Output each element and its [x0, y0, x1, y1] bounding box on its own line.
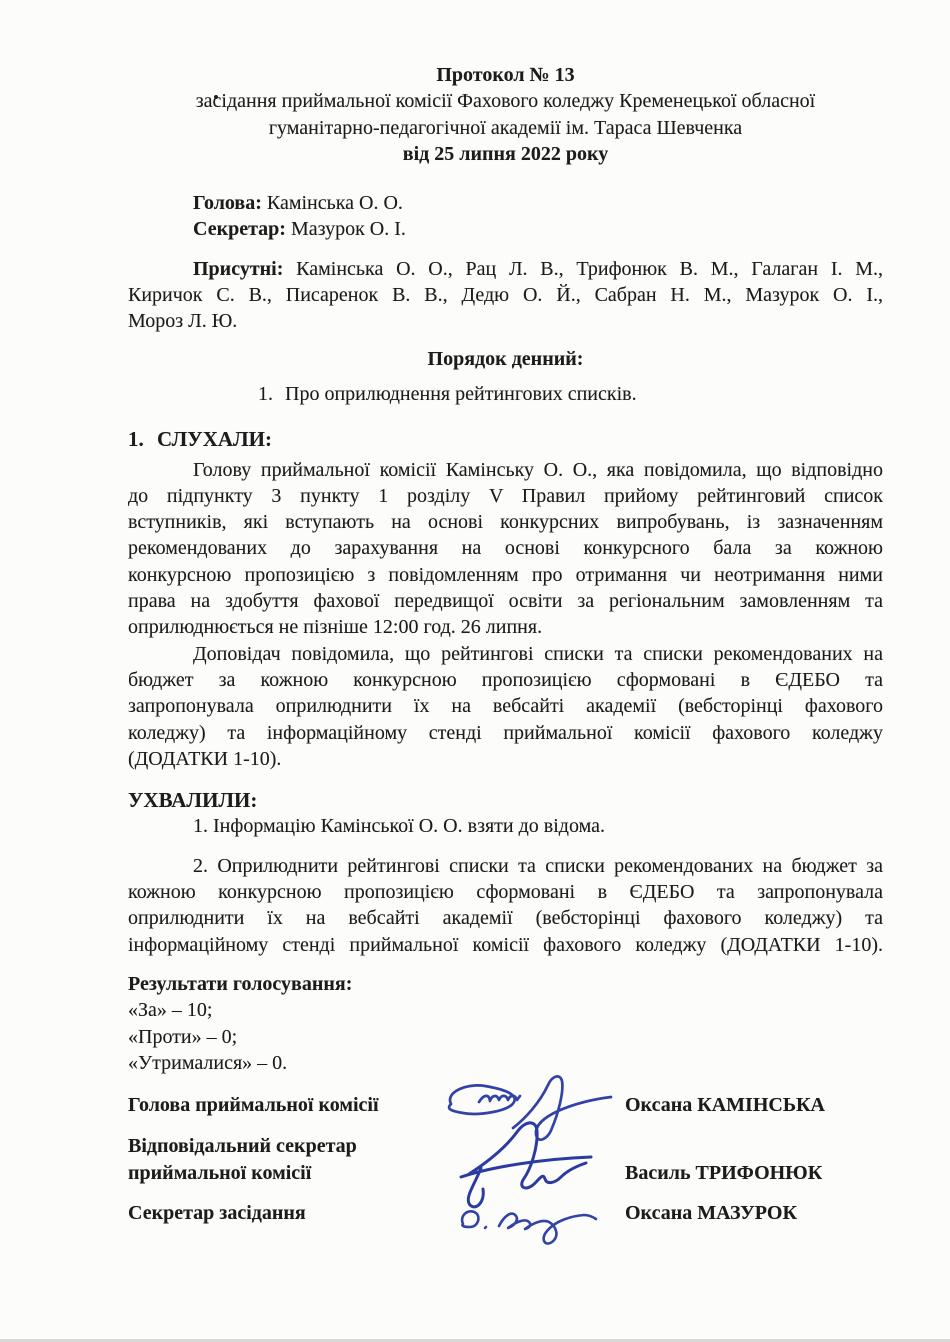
paragraph-line: Доповідач повідомила, що рейтингові списки та списки рекомендованих на [193, 642, 883, 665]
paragraph-line: вступників, які вступають на основі конкурсних випробувань, із зазначенням [128, 511, 883, 534]
secretary-label: Секретар: [193, 218, 286, 241]
attendee-name: Дедю О. Й., [461, 284, 581, 307]
signature-role: Голова приймальної комісії [128, 1094, 379, 1117]
slukhaly-paragraph-2 [128, 641, 883, 772]
ukhvalyly-item-2 [128, 853, 883, 958]
document-title: Протокол № 13 [436, 64, 575, 86]
secretary-line [128, 216, 883, 242]
signature-name: Оксана КАМІНСЬКА [625, 1094, 825, 1117]
paragraph-line: коледжу) та інформаційному стенді приймальної комісії фахового коледжу [128, 721, 883, 744]
paragraph-line: інформаційному стенді приймальної комісії фахового коледжу (ДОДАТКИ 1-10). [128, 933, 883, 956]
attendee-name: Сабран Н. М., [594, 284, 732, 307]
paragraph-line: конкурсною пропозицією з повідомленням про отримання чи неотримання ними [128, 563, 883, 586]
attendees-line2 [128, 282, 883, 308]
paragraph-line: (ДОДАТКИ 1-10). [128, 747, 282, 770]
document-date: від 25 липня 2022 року [402, 142, 609, 165]
attendee-name: Мазурок О. І., [745, 284, 884, 307]
paragraph-line: до підпункту 3 пункту 1 розділу V Правил прийому рейтинговий список [128, 484, 883, 507]
voting-heading: Результати голосування: [128, 972, 353, 995]
slukhaly-paragraph-1 [128, 457, 883, 641]
slukhaly-heading-text: СЛУХАЛИ: [157, 427, 273, 452]
signature-role-line2: приймальної комісії [128, 1161, 312, 1184]
paragraph-line: оприлюднюється не пізніше 12:00 год. 26 липня. [128, 616, 543, 639]
signature-role [128, 1133, 625, 1186]
chair-label: Голова: [193, 192, 262, 215]
signature-row-meeting-secretary [128, 1200, 883, 1226]
document-subtitle-line1: засідання приймальної комісії Фахового коледжу Кременецької обласної [195, 90, 816, 113]
agenda-item-number: 1. [258, 382, 273, 405]
attendee-name: Писаренок В. В., [285, 284, 448, 307]
paragraph-line: права на здобуття фахової передвищої освіти за регіональним замовленням та [128, 590, 883, 613]
ukhvalyly-item-1: 1. Інформацію Камінської О. О. взяти до відома. [193, 815, 605, 838]
paragraph-line: бюджет за кожною конкурсною пропозицією сформовані в ЄДЕБО та [128, 668, 883, 691]
ukhvalyly-heading: УХВАЛИЛИ: [128, 788, 258, 813]
signature-row-chair [128, 1092, 883, 1118]
voting-utrymalysia: «Утрималися» – 0. [128, 1051, 288, 1074]
signature-role-line1: Відповідальний секретар [128, 1135, 357, 1158]
chair-name: Камінська О. О. [266, 192, 403, 215]
signature-row-secretary [128, 1133, 883, 1186]
attendee-name: Трифонюк В. М., [576, 257, 739, 280]
voting-proty: «Проти» – 0; [128, 1025, 238, 1048]
slukhaly-number: 1. [128, 427, 144, 452]
paragraph-line: 2. Оприлюднити рейтингові списки та списки рекомендованих на бюджет за [193, 854, 883, 877]
signature-name: Оксана МАЗУРОК [625, 1201, 797, 1224]
voting-za: «За» – 10; [128, 999, 213, 1022]
attendee-name: Камінська О. О., [296, 257, 453, 280]
agenda-heading: Порядок денний: [427, 347, 584, 370]
paragraph-line: запропонувала оприлюднити їх на вебсайті академії (вебсторінці фахового [128, 695, 883, 718]
attendees-label: Присутні: [193, 257, 284, 280]
attendee-name: Рац Л. В., [465, 257, 564, 280]
document-subtitle-line2: гуманітарно-педагогічної академії ім. Тараса Шевченка [268, 116, 743, 139]
attendee-name: Киричок С. В., [128, 284, 272, 307]
agenda-item-1 [128, 381, 883, 407]
agenda-item-text: Про оприлюднення рейтингових списків. [285, 382, 637, 405]
slukhaly-heading [128, 426, 883, 452]
chair-line [128, 190, 883, 216]
attendee-name: Галаган І. М., [751, 257, 884, 280]
paragraph-line: кожною конкурсною пропозицією сформовані в ЄДЕБО та запропонувала [128, 881, 883, 904]
attendees-line1 [128, 256, 883, 282]
attendees-line3: Мороз Л. Ю. [128, 310, 238, 333]
signature-name: Василь ТРИФОНЮК [625, 1161, 823, 1184]
paragraph-line: Голову приймальної комісії Камінську О. О., яка повідомила, що відповідно [193, 458, 883, 481]
signatures-section [128, 1092, 883, 1226]
signature-role: Секретар засідання [128, 1201, 306, 1224]
secretary-name: Мазурок О. І. [290, 218, 406, 241]
paragraph-line: оприлюднити їх на вебсайті академії (вебсторінці фахового коледжу) та [128, 907, 883, 930]
paragraph-line: рекомендованих до зарахування на основі конкурсного бала за кожною [128, 537, 883, 560]
